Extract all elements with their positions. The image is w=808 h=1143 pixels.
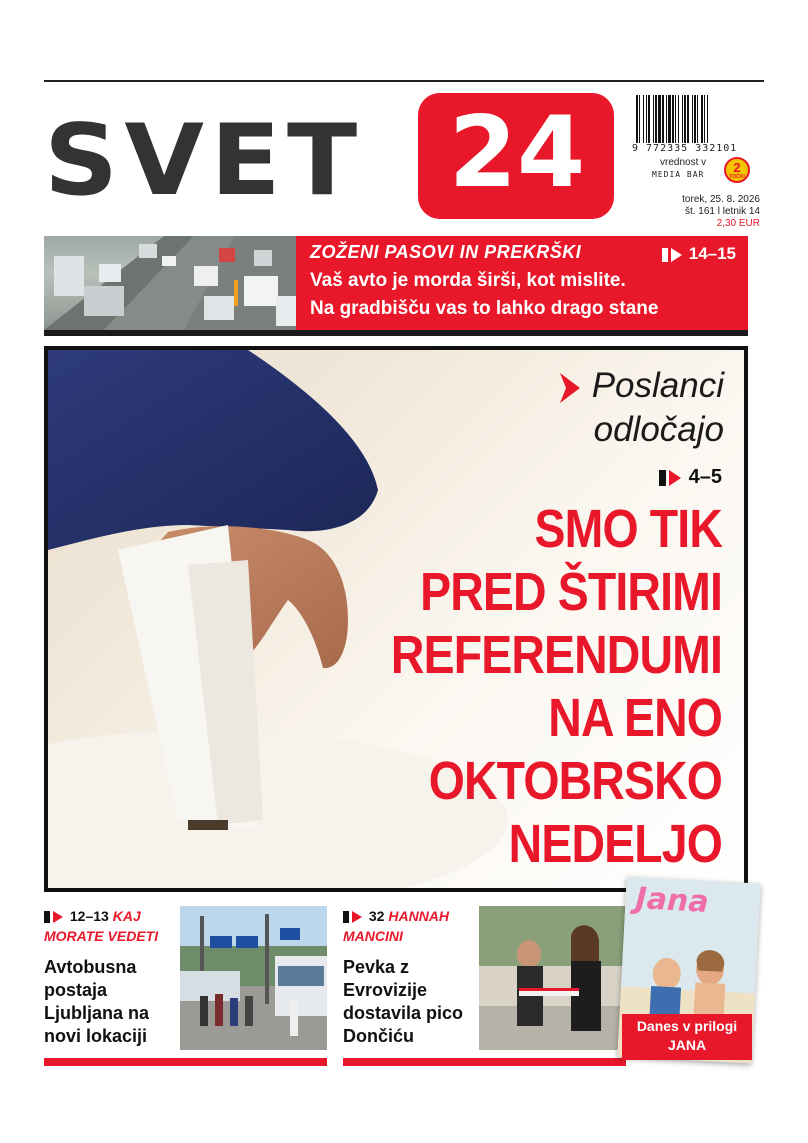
page-arrow-icon [44,910,66,924]
brand-wordmark: SVET [44,104,364,218]
barcode-bar [697,95,698,143]
barcode-bar [643,95,644,143]
points-label: TOČKI [729,174,745,180]
lead-story[interactable] [44,346,748,892]
lead-kicker-text-1: Poslanci [591,366,724,405]
lead-kicker-1 [560,368,724,403]
headline-line: NEDELJO [508,814,722,874]
page-arrow-icon [343,910,365,924]
barcode-bar [692,95,693,143]
lead-arrow-icon [560,373,582,403]
supplement-label [622,1014,752,1060]
headline-line: PRED ŠTIRIMI [420,562,722,622]
lead-kicker-2: odločajo [593,410,724,449]
barcode-bar [687,95,689,143]
brand-number: 24 [448,96,586,210]
teaser-kicker: ZOŽENI PASOVI IN PREKRŠKI [310,242,582,262]
masthead-rule [44,80,764,82]
issue-date: torek, 25. 8. 2026 [682,194,760,205]
teaser-pages-number: 14–15 [688,244,737,263]
teaser-line-1: Vaš avto je morda širši, kot mislite. [310,270,626,291]
mediabar-label: MEDIA BAR [652,170,705,179]
headline-line: OKTOBRSKO [428,751,722,811]
barcode-bar [653,95,654,143]
lead-pages [659,466,722,489]
top-teaser[interactable] [44,236,748,336]
page-arrow-icon [662,247,684,263]
barcode-bar [704,95,705,143]
barcode-bar [682,95,683,143]
barcode-bar [684,95,686,143]
barcode-bar [648,95,650,143]
traffic-photo [44,236,296,330]
jana-logo: Jana [634,881,710,920]
barcode-bar [662,95,664,143]
card-title: Pevka z Evrovizije dostavila pico Dončiću [343,957,464,1046]
headline-line: SMO TIK [534,499,722,559]
barcode-digits: 9 772335 332101 [632,143,738,154]
barcode-bar [672,95,674,143]
barcode-bar [668,95,671,143]
points-value: 2 [733,160,741,175]
issue-info [682,194,760,230]
barcode-bar [646,95,647,143]
value-label: vrednost v [660,157,707,168]
supplement-label-line-1: Danes v prilogi [636,1018,738,1034]
barcode-bar [707,95,708,143]
barcode-bar [658,95,661,143]
card-pages: 32 [368,908,385,924]
barcode-bar [639,95,640,143]
story-card-bus-station[interactable] [44,906,327,1066]
bus-station-photo [180,906,327,1050]
story-card-singer[interactable] [343,906,626,1066]
headline-line: NA ENO [548,688,722,748]
points-badge [724,157,750,183]
issue-number: št. 161 l letnik 14 [684,206,760,217]
lead-headline [391,498,722,876]
card-kicker [44,906,184,946]
singer-photo [479,906,626,1050]
lead-pages-number: 4–5 [688,466,722,488]
issue-price: 2,30 EUR [716,218,760,229]
card-kicker-text: HANNAH MANCINI [343,908,450,944]
card-pages: 12–13 [69,908,109,924]
barcode-bar [636,95,638,143]
lead-photo [48,350,744,888]
teaser-line-2: Na gradbišču vas to lahko drago stane [310,298,659,319]
card-title: Avtobusna postaja Ljubljana na novi lokaciji [44,957,150,1046]
card-kicker [343,906,483,946]
barcode-bar [694,95,696,143]
barcode [634,95,759,145]
barcode-bar [701,95,703,143]
headline-line: REFERENDUMI [390,625,722,685]
barcode-bar [666,95,667,143]
barcode-bar [675,95,676,143]
card-kicker-text: KAJ MORATE VEDETI [44,908,159,944]
teaser-pages [662,244,736,264]
barcode-bar [678,95,679,143]
page-arrow-icon [659,469,683,487]
supplement-label-line-2: JANA [667,1037,707,1053]
barcode-bar [655,95,657,143]
